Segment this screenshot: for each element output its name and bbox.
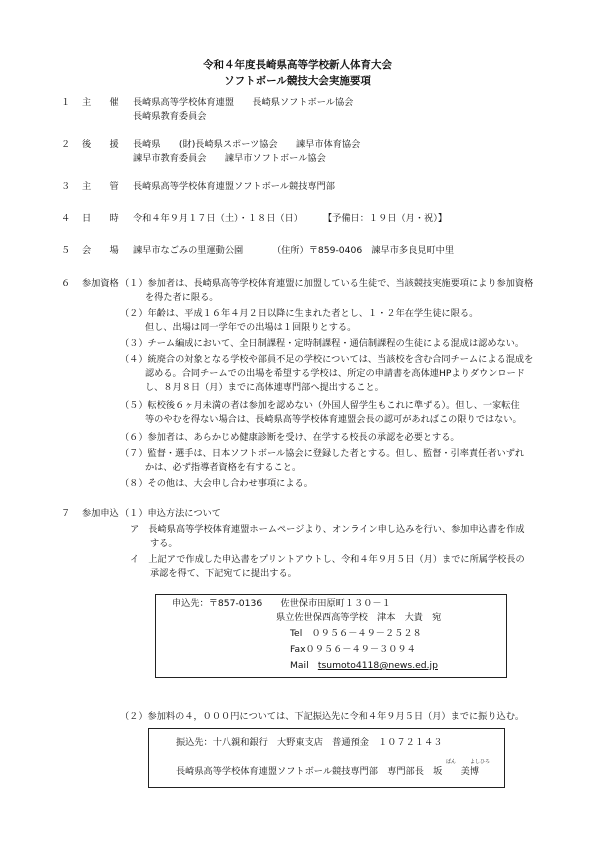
application-mail-row xyxy=(290,659,438,673)
eligibility-line-9: （５）転校後６ヶ月未満の者は参加を認めない（外国人留学生もこれに準ずる）。但し、一家転住 xyxy=(120,400,520,411)
section-2-number: ２ xyxy=(61,139,71,150)
eligibility-line-11: （６）参加者は、あらかじめ健康診断を受け、在学する校長の承認を必要とする。 xyxy=(120,432,460,443)
section-2-line2: 諫早市教育委員会 諫早市ソフトボール協会 xyxy=(133,153,326,164)
section-5-label: 会 場 xyxy=(82,245,119,256)
document-title-line1: 令和４年度長崎県高等学校新人体育大会 xyxy=(203,59,392,71)
section-1-number: １ xyxy=(61,97,71,108)
eligibility-line-4: 但し、出場は同一学年での出場は１回限りとする。 xyxy=(145,322,357,333)
bank-transfer-line2: 長崎県高等学校体育連盟ソフトボール競技専門部 専門部長 坂 美博 xyxy=(176,766,480,777)
eligibility-line-1: （１）参加者は、長崎県高等学校体育連盟に加盟している生徒で、当該競技実施要項により参加資格 xyxy=(120,278,534,289)
section-2-line1: 長崎県 (財)長崎県スポーツ協会 諫早市体育協会 xyxy=(133,139,361,150)
section-3-label: 主 管 xyxy=(82,181,119,192)
eligibility-line-14: （８）その他は、大会申し合わせ事項による。 xyxy=(120,478,313,489)
application-mail-label: Mail xyxy=(290,660,318,671)
ruby-ban: ばん xyxy=(446,759,457,765)
eligibility-line-2: を得た者に限る。 xyxy=(145,292,219,303)
eligibility-line-3: （２）年齢は、平成１６年４月２日以降に生まれた者とし、１・２年在学生徒に限る。 xyxy=(120,308,479,319)
section-4-number: ４ xyxy=(61,213,71,224)
bank-transfer-line1: 振込先：十八親和銀行 大野東支店 普通預金 １０７２１４３ xyxy=(176,737,443,748)
section-1-label: 主 催 xyxy=(82,97,119,108)
section-7-number: ７ xyxy=(61,508,71,519)
eligibility-line-10: 等のやむを得ない場合は、長崎県高等学校体育連盟会長の認可があればこの限りではない。 xyxy=(145,414,522,425)
document-title-line2: ソフトボール競技大会実施要項 xyxy=(224,75,371,87)
fee-line: （２）参加料の４，０００円については、下記振込先に令和４年９月５日（月）までに振り込む。 xyxy=(120,711,525,722)
section-1-line2: 長崎県教育委員会 xyxy=(133,111,207,122)
application-line-3: する。 xyxy=(150,538,178,549)
venue-name: 諫早市なごみの里運動公園 xyxy=(133,245,244,256)
eligibility-line-5: （３）チーム編成において、全日制課程・定時制課程・通信制課程の生徒による混成は認めない。 xyxy=(120,338,525,349)
eligibility-line-13: かは、必ず指導者資格を有すること。 xyxy=(145,462,302,473)
eligibility-line-12: （７）監督・選手は、日本ソフトボール協会に登録した者とする。但し、監督・引率責任者いずれ xyxy=(120,448,525,459)
eligibility-line-6: （４）統廃合の対象となる学校や部員不足の学校については、当該校を含む合同チームによる混成を xyxy=(120,354,534,365)
section-5-number: ５ xyxy=(61,245,71,256)
section-6-label: 参加資格 xyxy=(82,278,119,289)
section-7-label: 参加申込 xyxy=(82,508,119,519)
section-3-line1: 長崎県高等学校体育連盟ソフトボール競技専門部 xyxy=(133,181,335,192)
application-line-4: イ 上記アで作成した申込書をプリントアウトし、令和４年９月５日（月）までに所属学校長の xyxy=(130,554,525,565)
application-fax: Fax０９５６－４９－３０９４ xyxy=(290,644,416,655)
application-tel: Tel ０９５６－４９－２５２８ xyxy=(290,628,422,639)
application-line-5: 承認を得て、下記宛てに提出する。 xyxy=(150,568,297,579)
section-2-label: 後 援 xyxy=(82,139,119,150)
application-address-line2: 県立佐世保西高等学校 津本 大貴 宛 xyxy=(276,612,442,623)
ruby-yoshihiro: よしひろ xyxy=(470,759,491,765)
eligibility-line-7: 認める。合同チームでの出場を希望する学校は、所定の申請書を高体連HPよりダウンロード xyxy=(145,368,525,379)
application-mail-address: tsumoto4118@news.ed.jp xyxy=(317,660,438,671)
application-line-1: （１）申込方法について xyxy=(120,508,221,519)
section-3-number: ３ xyxy=(61,181,71,192)
venue-address: （住所）〒859-0406 諫早市多良見町中里 xyxy=(272,245,455,256)
event-date: 令和４年９月１７日（土）・１８日（日） xyxy=(133,213,303,224)
application-address-line1: 申込先：〒857-0136 佐世保市田原町１３０－１ xyxy=(172,598,391,609)
section-1-line1: 長崎県高等学校体育連盟 長崎県ソフトボール協会 xyxy=(133,97,354,108)
application-line-2: ア 長崎県高等学校体育連盟ホームページより、オンライン申し込みを行い、参加申込書を作成 xyxy=(130,524,525,535)
section-6-number: ６ xyxy=(61,278,71,289)
eligibility-line-8: し、８月８日（月）までに高体連専門部へ提出すること。 xyxy=(145,382,384,393)
section-4-label: 日 時 xyxy=(82,213,119,224)
reserve-date: 【予備日：１９日（月・祝）】 xyxy=(323,213,448,224)
